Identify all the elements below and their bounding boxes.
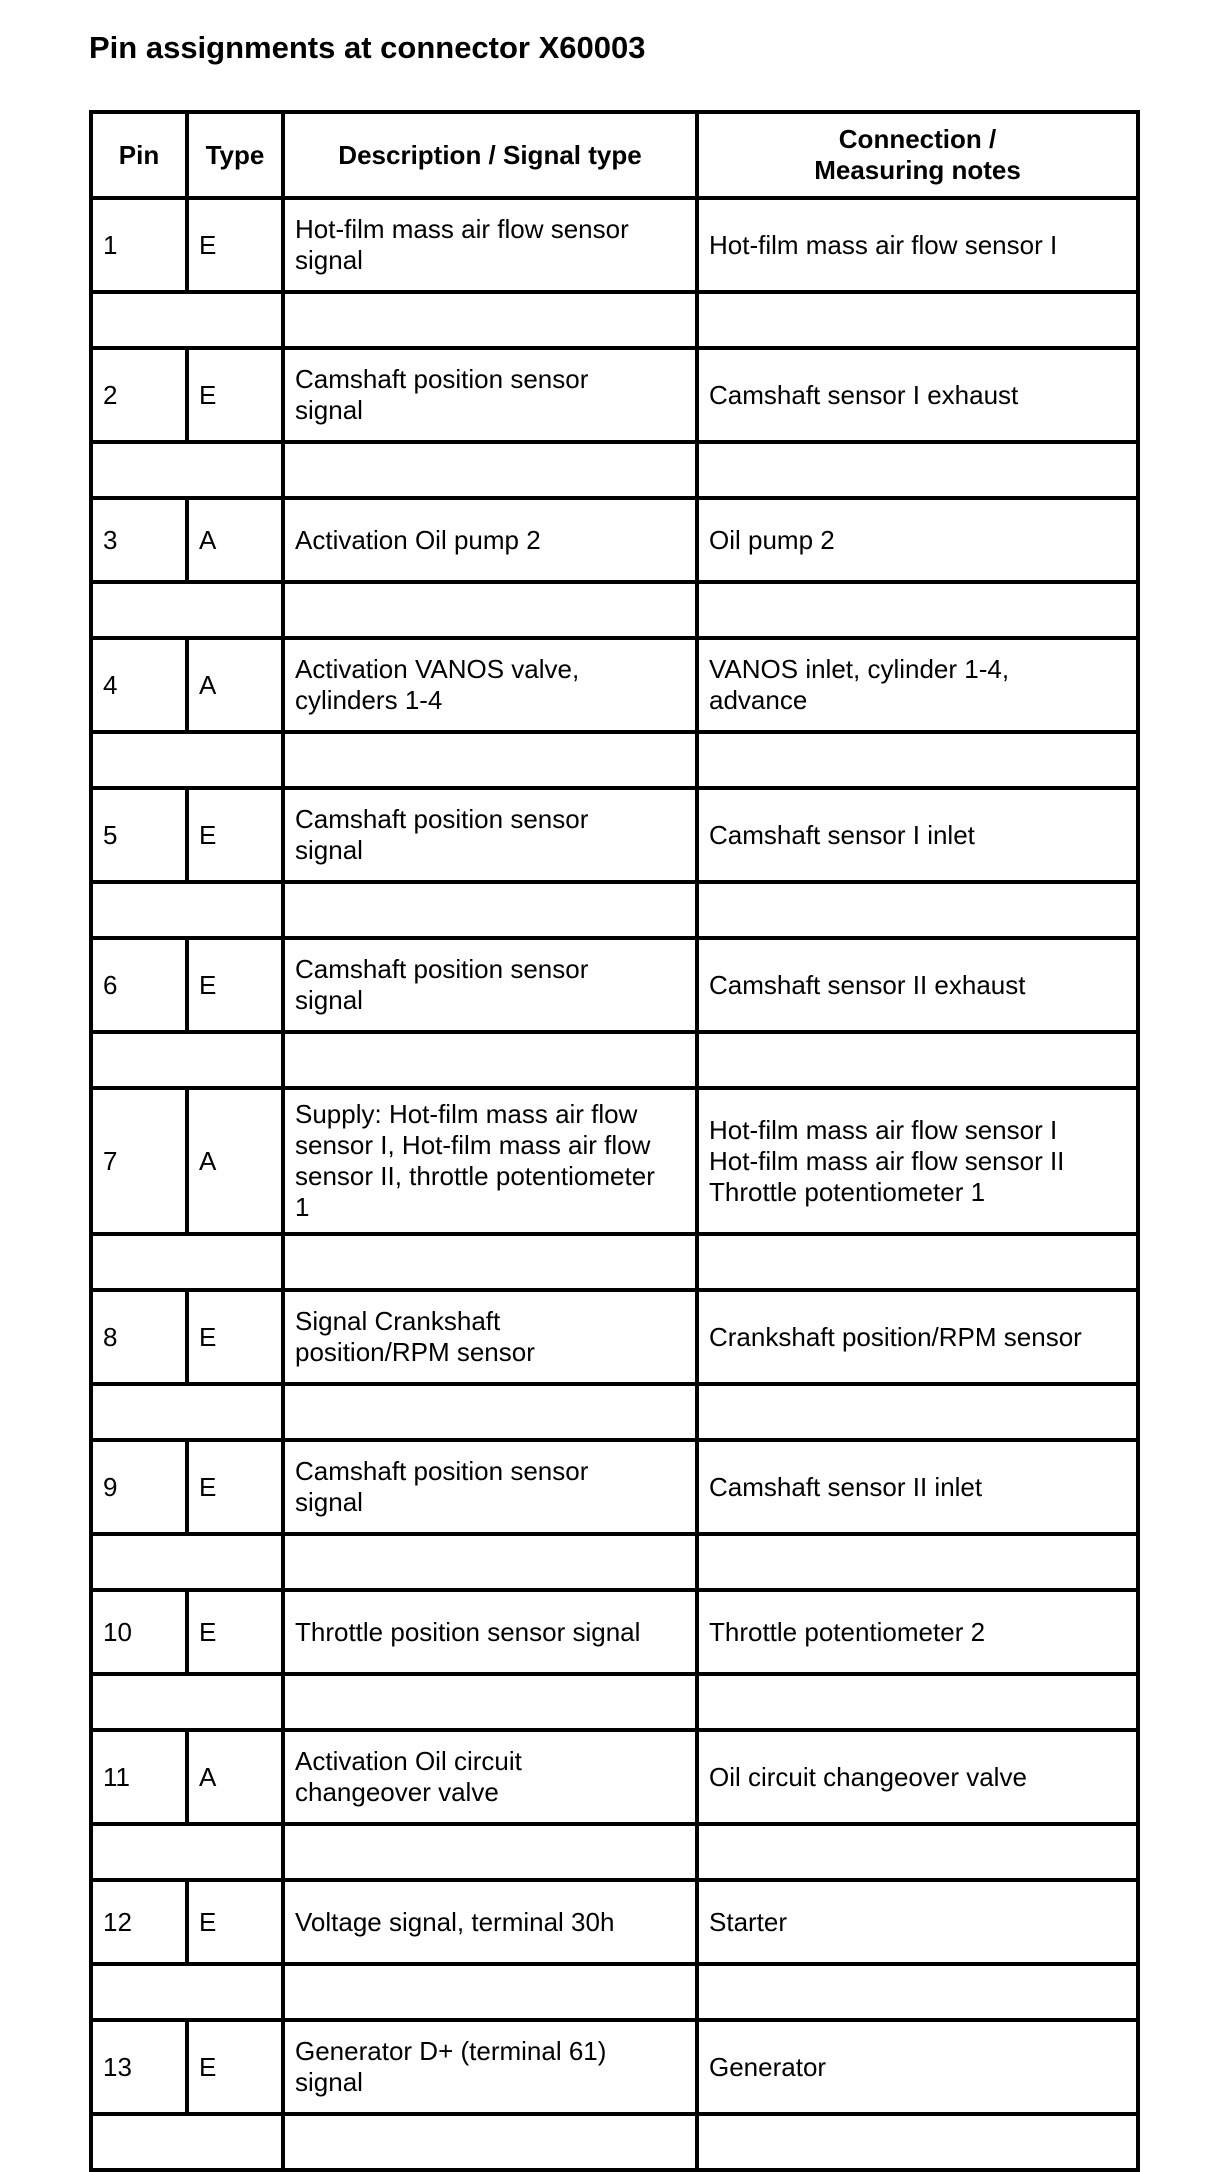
spacer-row bbox=[91, 442, 1138, 498]
cell-description: Activation VANOS valve, cylinders 1-4 bbox=[283, 638, 697, 732]
table-row bbox=[91, 1590, 1138, 1674]
spacer-cell bbox=[91, 1534, 283, 1590]
header-connection: Connection / Measuring notes bbox=[697, 112, 1138, 198]
spacer-cell bbox=[91, 1964, 283, 2020]
spacer-cell bbox=[697, 292, 1138, 348]
cell-description: Throttle position sensor signal bbox=[283, 1590, 697, 1674]
cell-type: E bbox=[187, 198, 283, 292]
spacer-cell bbox=[283, 2114, 697, 2170]
spacer-cell bbox=[697, 1674, 1138, 1730]
cell-connection: Generator bbox=[697, 2020, 1138, 2114]
spacer-cell bbox=[283, 1674, 697, 1730]
cell-pin: 7 bbox=[91, 1088, 187, 1234]
spacer-row bbox=[91, 1032, 1138, 1088]
spacer-cell bbox=[283, 1384, 697, 1440]
spacer-cell bbox=[697, 732, 1138, 788]
spacer-cell bbox=[91, 1674, 283, 1730]
cell-pin: 8 bbox=[91, 1290, 187, 1384]
table-row bbox=[91, 1290, 1138, 1384]
header-type: Type bbox=[187, 112, 283, 198]
table-row bbox=[91, 1088, 1138, 1234]
table-row bbox=[91, 2020, 1138, 2114]
table-header-row bbox=[91, 112, 1138, 198]
cell-connection: Camshaft sensor II inlet bbox=[697, 1440, 1138, 1534]
table-row bbox=[91, 198, 1138, 292]
spacer-row bbox=[91, 2114, 1138, 2170]
cell-pin: 11 bbox=[91, 1730, 187, 1824]
cell-type: E bbox=[187, 1880, 283, 1964]
cell-connection: Hot-film mass air flow sensor I bbox=[697, 198, 1138, 292]
cell-description: Camshaft position sensor signal bbox=[283, 788, 697, 882]
spacer-cell bbox=[283, 292, 697, 348]
cell-description: Activation Oil circuit changeover valve bbox=[283, 1730, 697, 1824]
cell-pin: 6 bbox=[91, 938, 187, 1032]
cell-type: A bbox=[187, 1730, 283, 1824]
cell-connection: Crankshaft position/RPM sensor bbox=[697, 1290, 1138, 1384]
spacer-cell bbox=[283, 732, 697, 788]
cell-description: Hot-film mass air flow sensor signal bbox=[283, 198, 697, 292]
cell-connection: Throttle potentiometer 2 bbox=[697, 1590, 1138, 1674]
spacer-cell bbox=[697, 2114, 1138, 2170]
spacer-row bbox=[91, 1824, 1138, 1880]
cell-type: E bbox=[187, 2020, 283, 2114]
cell-pin: 4 bbox=[91, 638, 187, 732]
cell-pin: 2 bbox=[91, 348, 187, 442]
spacer-cell bbox=[91, 2114, 283, 2170]
header-pin: Pin bbox=[91, 112, 187, 198]
cell-pin: 13 bbox=[91, 2020, 187, 2114]
cell-connection: Camshaft sensor I exhaust bbox=[697, 348, 1138, 442]
cell-connection: Oil circuit changeover valve bbox=[697, 1730, 1138, 1824]
cell-connection: Starter bbox=[697, 1880, 1138, 1964]
spacer-cell bbox=[283, 882, 697, 938]
cell-type: E bbox=[187, 1590, 283, 1674]
cell-connection: VANOS inlet, cylinder 1-4, advance bbox=[697, 638, 1138, 732]
spacer-row bbox=[91, 1964, 1138, 2020]
spacer-cell bbox=[91, 582, 283, 638]
cell-type: A bbox=[187, 498, 283, 582]
spacer-cell bbox=[697, 582, 1138, 638]
spacer-cell bbox=[283, 1824, 697, 1880]
spacer-cell bbox=[283, 442, 697, 498]
spacer-cell bbox=[283, 1234, 697, 1290]
page-title: Pin assignments at connector X60003 bbox=[89, 30, 646, 65]
spacer-row bbox=[91, 582, 1138, 638]
spacer-row bbox=[91, 1534, 1138, 1590]
cell-pin: 1 bbox=[91, 198, 187, 292]
table-row bbox=[91, 1440, 1138, 1534]
spacer-cell bbox=[697, 442, 1138, 498]
cell-type: E bbox=[187, 788, 283, 882]
spacer-row bbox=[91, 882, 1138, 938]
pin-assignment-table bbox=[89, 110, 1140, 2172]
spacer-cell bbox=[283, 582, 697, 638]
cell-description: Supply: Hot-film mass air flow sensor I, Hot-film mass air flow sensor II, throttle potentiometer 1 bbox=[283, 1088, 697, 1234]
table-row bbox=[91, 788, 1138, 882]
spacer-cell bbox=[697, 882, 1138, 938]
spacer-row bbox=[91, 1674, 1138, 1730]
spacer-cell bbox=[91, 1234, 283, 1290]
cell-description: Camshaft position sensor signal bbox=[283, 938, 697, 1032]
cell-description: Voltage signal, terminal 30h bbox=[283, 1880, 697, 1964]
spacer-cell bbox=[91, 882, 283, 938]
spacer-row bbox=[91, 1234, 1138, 1290]
cell-type: E bbox=[187, 1290, 283, 1384]
cell-connection: Camshaft sensor I inlet bbox=[697, 788, 1138, 882]
spacer-cell bbox=[697, 1384, 1138, 1440]
cell-pin: 3 bbox=[91, 498, 187, 582]
spacer-cell bbox=[283, 1032, 697, 1088]
cell-pin: 9 bbox=[91, 1440, 187, 1534]
cell-connection: Hot-film mass air flow sensor I Hot-film mass air flow sensor II Throttle potentiometer 1 bbox=[697, 1088, 1138, 1234]
cell-pin: 5 bbox=[91, 788, 187, 882]
header-description: Description / Signal type bbox=[283, 112, 697, 198]
spacer-cell bbox=[283, 1534, 697, 1590]
spacer-cell bbox=[91, 1032, 283, 1088]
spacer-cell bbox=[697, 1534, 1138, 1590]
spacer-cell bbox=[697, 1032, 1138, 1088]
spacer-cell bbox=[91, 1384, 283, 1440]
cell-pin: 12 bbox=[91, 1880, 187, 1964]
cell-description: Generator D+ (terminal 61) signal bbox=[283, 2020, 697, 2114]
spacer-cell bbox=[697, 1234, 1138, 1290]
cell-connection: Oil pump 2 bbox=[697, 498, 1138, 582]
spacer-cell bbox=[91, 292, 283, 348]
spacer-cell bbox=[697, 1964, 1138, 2020]
table-row bbox=[91, 348, 1138, 442]
spacer-row bbox=[91, 292, 1138, 348]
cell-pin: 10 bbox=[91, 1590, 187, 1674]
cell-type: E bbox=[187, 938, 283, 1032]
spacer-row bbox=[91, 1384, 1138, 1440]
cell-type: A bbox=[187, 1088, 283, 1234]
spacer-cell bbox=[91, 1824, 283, 1880]
table-row bbox=[91, 498, 1138, 582]
cell-type: E bbox=[187, 348, 283, 442]
cell-connection: Camshaft sensor II exhaust bbox=[697, 938, 1138, 1032]
table-row bbox=[91, 1880, 1138, 1964]
spacer-cell bbox=[283, 1964, 697, 2020]
spacer-cell bbox=[697, 1824, 1138, 1880]
cell-type: A bbox=[187, 638, 283, 732]
cell-description: Camshaft position sensor signal bbox=[283, 1440, 697, 1534]
cell-description: Signal Crankshaft position/RPM sensor bbox=[283, 1290, 697, 1384]
table-row bbox=[91, 638, 1138, 732]
spacer-row bbox=[91, 732, 1138, 788]
table-row bbox=[91, 938, 1138, 1032]
spacer-cell bbox=[91, 732, 283, 788]
spacer-cell bbox=[91, 442, 283, 498]
table-row bbox=[91, 1730, 1138, 1824]
cell-description: Camshaft position sensor signal bbox=[283, 348, 697, 442]
cell-description: Activation Oil pump 2 bbox=[283, 498, 697, 582]
cell-type: E bbox=[187, 1440, 283, 1534]
